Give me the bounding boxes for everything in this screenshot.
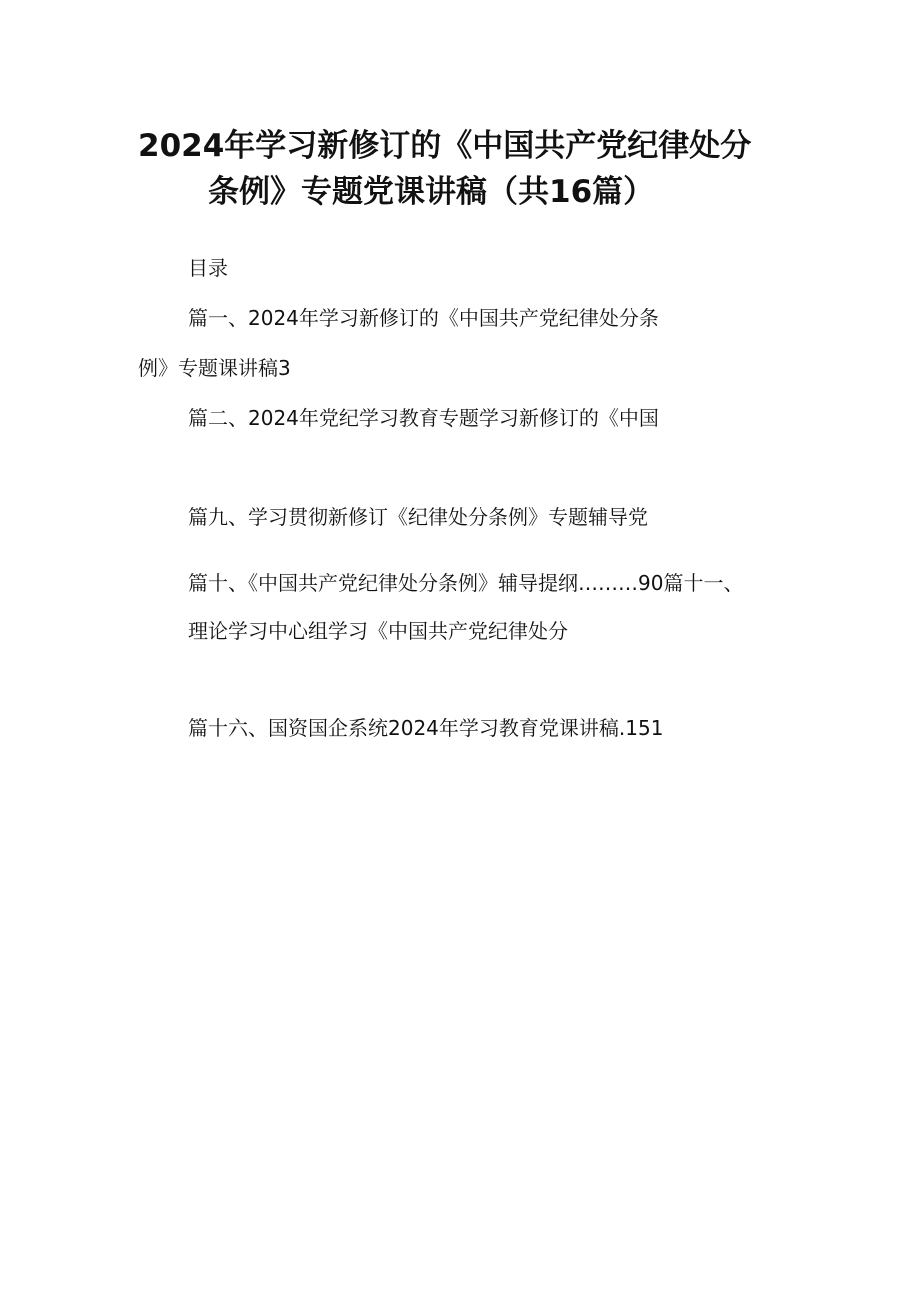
toc-heading: 目录: [188, 256, 228, 280]
toc-entry-9: 篇九、学习贯彻新修订《纪律处分条例》专题辅导党: [188, 505, 648, 529]
toc-entry-11: 理论学习中心组学习《中国共产党纪律处分: [188, 619, 568, 643]
toc-entry-16: 篇十六、国资国企系统2024年学习教育党课讲稿.151: [188, 716, 664, 740]
toc-entry-2: 篇二、2024年党纪学习教育专题学习新修订的《中国: [188, 406, 659, 430]
toc-entry-1-line-2: 例》专题课讲稿3: [138, 356, 291, 380]
document-title-line-1: 2024年学习新修订的《中国共产党纪律处分: [138, 128, 752, 164]
document-title-line-2: 条例》专题党课讲稿（共16篇）: [208, 174, 655, 210]
toc-entry-1-line-1: 篇一、2024年学习新修订的《中国共产党纪律处分条: [188, 306, 659, 330]
toc-entry-10: 篇十、《中国共产党纪律处分条例》辅导提纲………90篇十一、: [188, 571, 744, 595]
